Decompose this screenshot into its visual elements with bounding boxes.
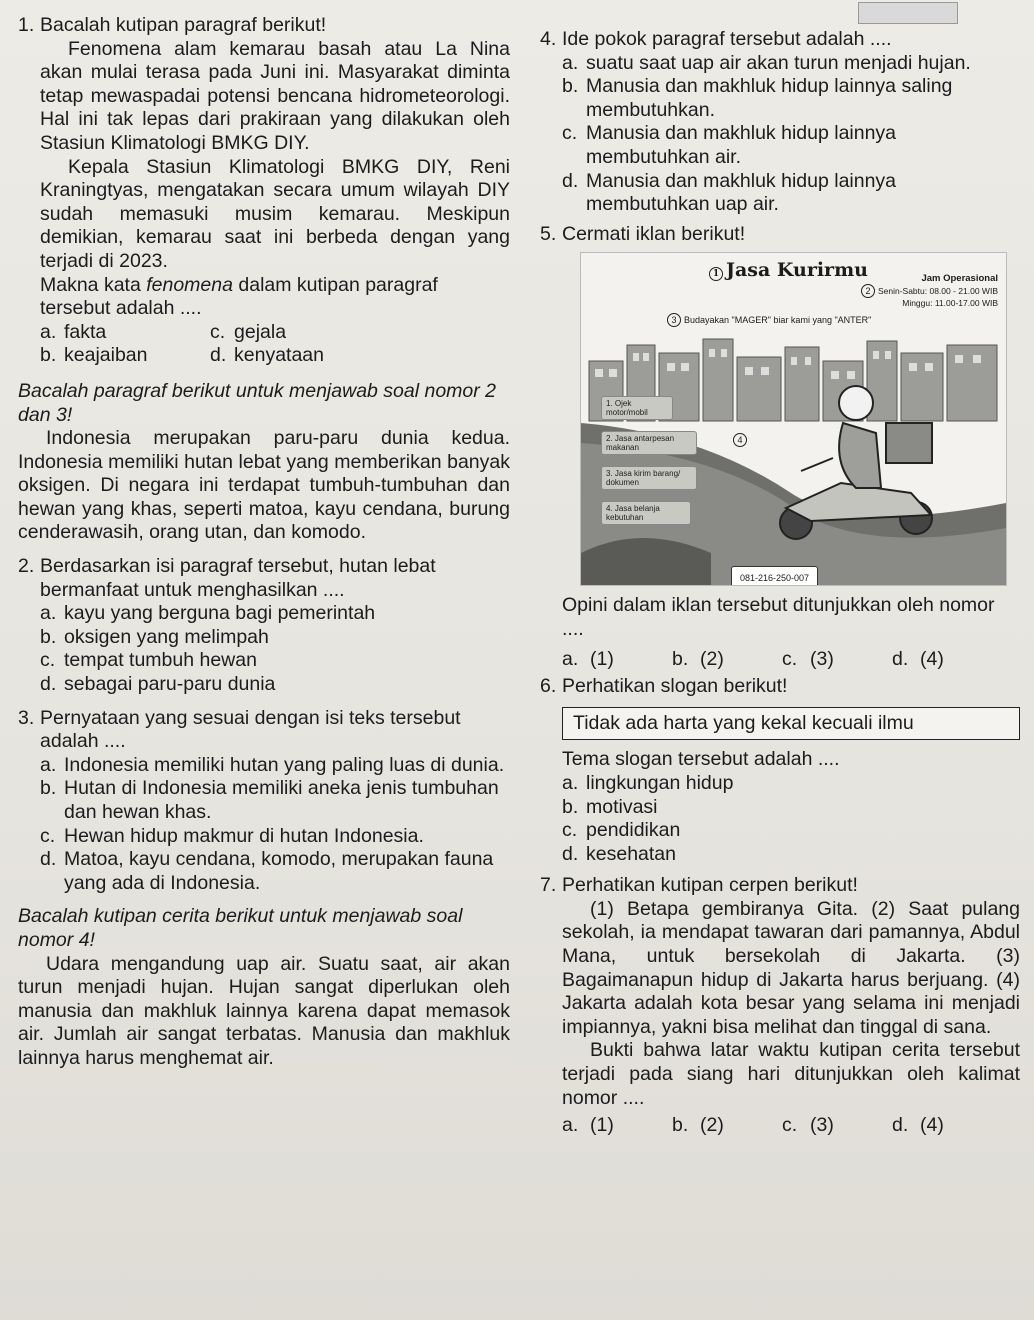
question-7: 7. Perhatikan kutipan cerpen berikut! (540, 874, 1020, 898)
question-2: 2. Berdasarkan isi paragraf tersebut, hutan lebat bermanfaat untuk menghasilkan .... (18, 555, 510, 602)
option-a[interactable]: a. (1) (562, 1114, 614, 1137)
option-b[interactable]: b. keajaiban (40, 344, 148, 367)
option-c[interactable]: c. Hewan hidup makmur di hutan Indonesia. (40, 824, 424, 847)
passage: Udara mengandung uap air. Suatu saat, air akan turun menjadi hujan. Hujan sangat diperlukan oleh manusia dan makhluk lainnya karena dapat memasok air. Jumlah air sangat terbatas. Manusia dan makhluk lainnya harus menghemat air. (18, 952, 510, 1069)
ad-phone: 081-216-250-007 (731, 566, 818, 586)
options-row (540, 648, 1020, 672)
number-marker: 1 (709, 267, 723, 281)
ad-title: 1 Jasa Kurirmu (709, 259, 868, 283)
options-row (540, 1114, 1020, 1138)
options-row (18, 344, 510, 368)
option-d[interactable]: d. kenyataan (210, 344, 324, 367)
option-a[interactable]: a. fakta (40, 320, 107, 343)
ad-slogan: 3 Budayakan "MAGER" biar kami yang "ANTER" (667, 309, 871, 333)
passage: Kepala Stasiun Klimatologi BMKG DIY, Reni Kraningtyas, mengatakan secara umum wilayah DIY sudah memasuki musim kemarau. Meskipun demikian, kemarau saat ini berbeda dengan yang terjadi di 2023. (40, 155, 510, 272)
question-4: 4. Ide pokok paragraf tersebut adalah .... (540, 28, 1020, 52)
left-column (18, 14, 510, 1071)
option-c[interactable]: c. (3) (782, 647, 834, 670)
keyword: fenomena (146, 273, 233, 296)
number-marker: 4 (733, 433, 747, 447)
option-d[interactable]: d. Matoa, kayu cendana, komodo, merupakan fauna yang ada di Indonesia. (40, 848, 494, 894)
option-b[interactable]: b. (2) (672, 647, 724, 670)
slogan-box: Tidak ada harta yang kekal kecuali ilmu (562, 707, 1020, 741)
option-b[interactable]: b. Manusia dan makhluk hidup lainnya saling membutuhkan. (562, 75, 953, 121)
option-a[interactable]: a. kayu yang berguna bagi pemerintah (40, 602, 376, 625)
question-intro: Bacalah kutipan paragraf berikut! (40, 14, 327, 36)
option-d[interactable]: d. Manusia dan makhluk hidup lainnya membutuhkan uap air. (562, 169, 897, 216)
option-d[interactable]: d. kesehatan (562, 842, 676, 865)
question-intro: Perhatikan slogan berikut! (562, 675, 788, 698)
option-b[interactable]: b. oksigen yang melimpah (40, 625, 269, 648)
option-b[interactable]: b. Hutan di Indonesia memiliki aneka jenis tumbuhan dan hewan khas. (40, 777, 499, 823)
question-5: 5. Cermati iklan berikut! (540, 223, 1020, 247)
option-a[interactable]: a. Indonesia memiliki hutan yang paling luas di dunia. (40, 753, 505, 776)
service-label: 3. Jasa kirim barang/ dokumen (601, 466, 697, 490)
number-marker: 2 (861, 284, 875, 298)
option-c[interactable]: c. gejala (210, 320, 287, 343)
question-text: Berdasarkan isi paragraf tersebut, hutan lebat bermanfaat untuk menghasilkan .... (40, 555, 436, 601)
question-intro: Perhatikan kutipan cerpen berikut! (562, 874, 858, 897)
question-text: Pernyataan yang sesuai dengan isi teks tersebut adalah .... (40, 706, 461, 753)
service-label: 4. Jasa belanja kebutuhan (601, 501, 691, 525)
question-text: Tema slogan tersebut adalah .... (562, 748, 840, 771)
question-intro: Cermati iklan berikut! (562, 222, 746, 245)
option-c[interactable]: c. tempat tumbuh hewan (40, 649, 257, 672)
options-row (18, 321, 510, 345)
passage: (1) Betapa gembiranya Gita. (2) Saat pulang sekolah, ia mendapat tawaran dari pamannya, Abdul Mana, untuk bersekolah di Jakarta. (3) Bagaimanapun hidup di Jakarta harus berjuang. (4) Jakarta adalah kota besar yang selama ini menjadi impiannya, yakni bisa melihat dan tinggal di sana. (562, 897, 1020, 1038)
option-b[interactable]: b. motivasi (562, 795, 658, 818)
instruction: Bacalah kutipan cerita berikut untuk menjawab soal nomor 4! (18, 905, 463, 951)
option-c[interactable]: c. (3) (782, 1114, 834, 1137)
ad-hours: Jam Operasional 2 Senin-Sabtu: 08.00 - 21.00 WIB Minggu: 11.00-17.00 WIB (861, 273, 998, 309)
question-3: 3. Pernyataan yang sesuai dengan isi teks tersebut adalah .... (18, 707, 510, 754)
question-text: Bukti bahwa latar waktu kutipan cerita tersebut terjadi pada siang hari ditunjukkan oleh kalimat nomor .... (562, 1039, 1020, 1109)
question-1 (18, 14, 510, 321)
option-a[interactable]: a. (1) (562, 647, 614, 670)
option-c[interactable]: c. pendidikan (562, 819, 681, 842)
advertisement-image (580, 252, 1007, 586)
option-a[interactable]: a. lingkungan hidup (562, 771, 734, 794)
question-text: Makna kata fenomena dalam kutipan paragraf tersebut adalah .... (40, 273, 438, 320)
option-c[interactable]: c. Manusia dan makhluk hidup lainnya membutuhkan air. (562, 122, 897, 168)
passage: Fenomena alam kemarau basah atau La Nina akan mulai terasa pada Juni ini. Masyarakat diminta tetap mewaspadai potensi bencana hidrometeorologi. Hal ini tak lepas dari prakiraan yang dilakukan oleh Stasiun Klimatologi BMKG DIY. (40, 37, 510, 154)
stamp-watermark (858, 2, 958, 24)
right-column (540, 28, 1020, 1138)
question-number: 1. (18, 14, 35, 36)
option-d[interactable]: d. (4) (892, 647, 944, 670)
option-d[interactable]: d. (4) (892, 1114, 944, 1137)
question-text: Opini dalam iklan tersebut ditunjukkan oleh nomor .... (562, 594, 995, 640)
option-b[interactable]: b. (2) (672, 1114, 724, 1137)
number-marker: 3 (667, 313, 681, 327)
option-a[interactable]: a. suatu saat uap air akan turun menjadi hujan. (562, 51, 971, 74)
instruction: Bacalah paragraf berikut untuk menjawab soal nomor 2 dan 3! (18, 379, 497, 426)
option-d[interactable]: d. sebagai paru-paru dunia (40, 673, 276, 696)
question-text: Ide pokok paragraf tersebut adalah .... (562, 28, 892, 50)
service-label: 1. Ojek motor/mobil (601, 396, 673, 420)
service-label: 2. Jasa antarpesan makanan (601, 431, 697, 455)
passage: Indonesia merupakan paru-paru dunia kedua. Indonesia memiliki hutan lebat yang memberikan banyak oksigen. Di negara ini terdapat tumbuh-tumbuhan dan hewan yang khas, seperti matoa, kayu cendana, burung cenderawasih, orang utan, dan komodo. (18, 427, 510, 544)
question-6: 6. Perhatikan slogan berikut! (540, 675, 1020, 699)
